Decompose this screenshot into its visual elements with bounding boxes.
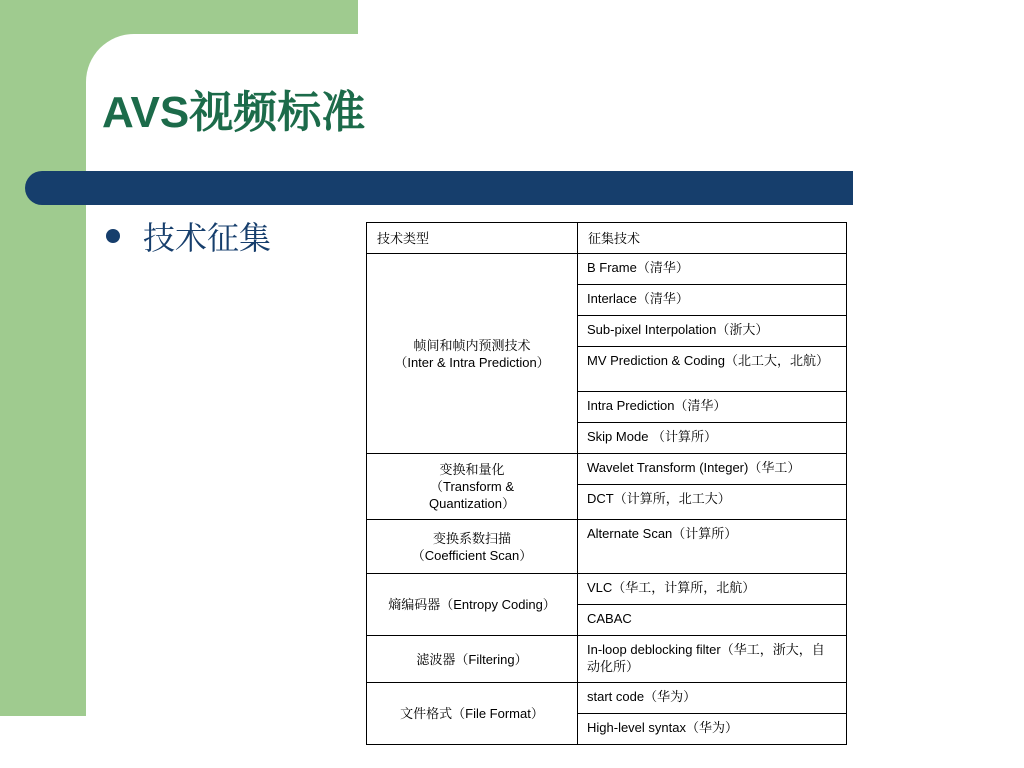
category-line: 帧间和帧内预测技术 xyxy=(413,337,531,353)
header-collected-tech: 征集技术 xyxy=(578,223,847,254)
category-line: 熵编码器（Entropy Coding） xyxy=(388,597,556,612)
tech-cell: VLC（华工，计算所，北航） xyxy=(578,574,847,605)
category-cell xyxy=(367,520,578,574)
table-row xyxy=(367,520,847,574)
decor-green-left-band xyxy=(0,0,86,716)
category-line: 滤波器（Filtering） xyxy=(416,651,528,667)
category-line: 变换系数扫描 xyxy=(432,530,511,546)
bullet-dot-icon xyxy=(106,229,120,243)
tech-cell: B Frame（清华） xyxy=(578,254,847,285)
tech-cell: CABAC xyxy=(578,605,847,636)
category-line: 文件格式（File Format） xyxy=(400,706,544,721)
tech-cell: Interlace（清华） xyxy=(578,285,847,316)
category-cell xyxy=(367,254,578,454)
table-header-row xyxy=(367,223,847,254)
tech-cell: Intra Prediction（清华） xyxy=(578,392,847,423)
table-row xyxy=(367,454,847,485)
category-line: Quantization） xyxy=(429,496,515,511)
category-cell xyxy=(367,574,578,636)
tech-cell: High-level syntax（华为） xyxy=(578,714,847,745)
category-cell xyxy=(367,683,578,745)
category-cell xyxy=(367,636,578,683)
tech-cell: start code（华为） xyxy=(578,683,847,714)
table-row xyxy=(367,636,847,683)
tech-cell: DCT（计算所，北工大） xyxy=(578,485,847,520)
tech-cell: Wavelet Transform (Integer)（华工） xyxy=(578,454,847,485)
category-line: （Coefficient Scan） xyxy=(411,547,533,563)
tech-cell: Sub-pixel Interpolation（浙大） xyxy=(578,316,847,347)
slide-title: AVS视频标准 xyxy=(102,88,366,137)
technology-table xyxy=(366,222,847,745)
tech-cell: In-loop deblocking filter（华工，浙大，自动化所） xyxy=(578,636,847,683)
header-tech-type: 技术类型 xyxy=(367,223,578,254)
category-line: 变换和量化 xyxy=(439,462,505,477)
category-line: （Transform & xyxy=(429,479,515,494)
table-row xyxy=(367,254,847,285)
tech-cell: MV Prediction & Coding（北工大，北航） xyxy=(578,347,847,392)
bullet-text: 技术征集 xyxy=(143,219,272,257)
title-underline-bar xyxy=(25,171,853,205)
table-row xyxy=(367,574,847,605)
tech-cell: Alternate Scan（计算所） xyxy=(578,520,847,574)
category-line: （Inter & Intra Prediction） xyxy=(394,354,550,370)
table-row xyxy=(367,683,847,714)
tech-cell: Skip Mode （计算所） xyxy=(578,423,847,454)
category-cell xyxy=(367,454,578,520)
